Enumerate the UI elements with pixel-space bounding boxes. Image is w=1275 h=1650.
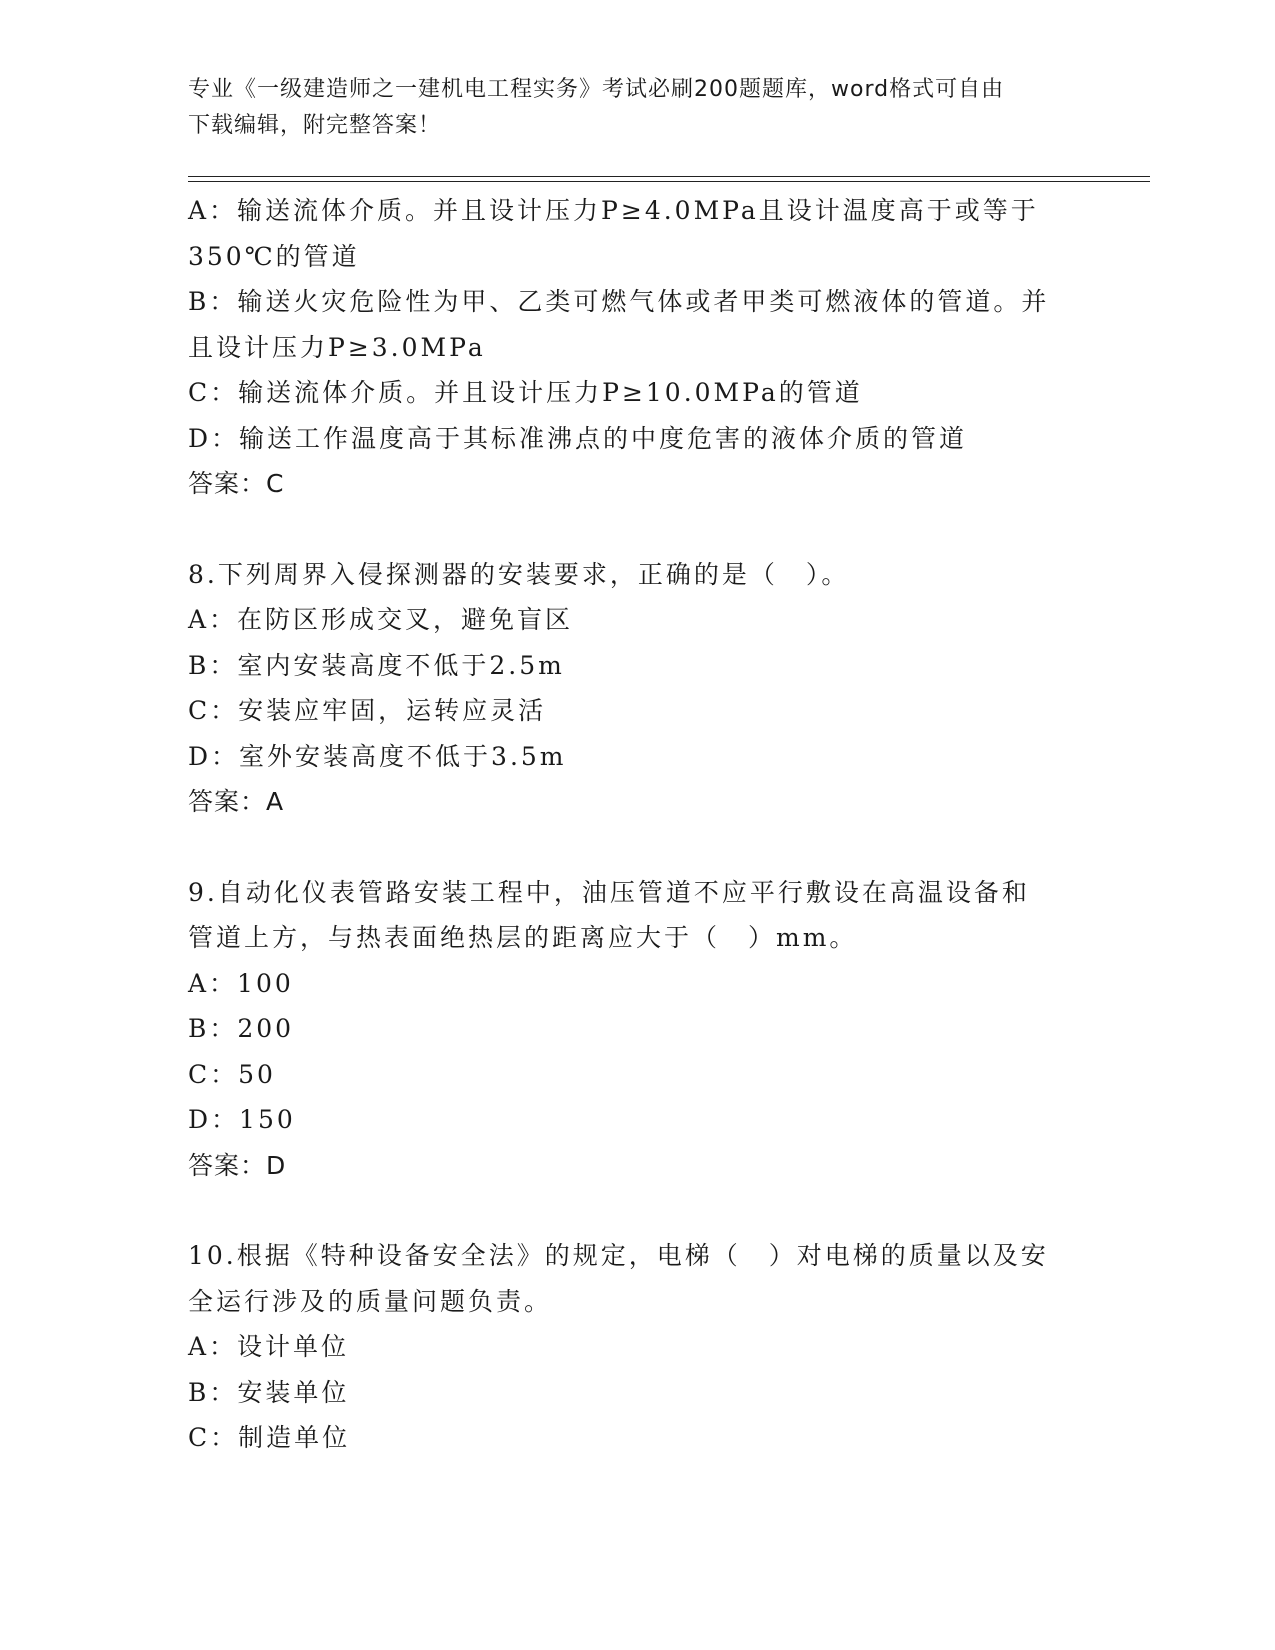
- q7-option-b-line-1: B：输送火灾危险性为甲、乙类可燃气体或者甲类可燃液体的管道。并: [188, 287, 1050, 316]
- q9-option-b: B：200: [188, 1014, 295, 1043]
- q8-option-c: C：安装应牢固，运转应灵活: [188, 696, 547, 725]
- header-line-1: 专业《一级建造师之一建机电工程实务》考试必刷200题题库，word格式可自由: [188, 77, 1005, 102]
- question-7: [188, 188, 1088, 507]
- q9-stem-line-1: 9.自动化仪表管路安装工程中，油压管道不应平行敷设在高温设备和: [188, 877, 1030, 907]
- q7-option-b-line-2: 且设计压力P≥3.0MPa: [188, 332, 486, 362]
- header-divider-top: [188, 176, 1150, 177]
- header-divider-bottom: [188, 181, 1150, 182]
- q9-option-d: D：150: [188, 1105, 296, 1134]
- q10-stem-line-1: 10.根据《特种设备安全法》的规定，电梯（ ）对电梯的质量以及安: [188, 1241, 1049, 1270]
- q8-stem: 8.下列周界入侵探测器的安装要求，正确的是（ ）。: [188, 559, 850, 589]
- question-list: [188, 188, 1088, 1461]
- q7-option-d: D：输送工作温度高于其标准沸点的中度危害的液体介质的管道: [188, 423, 968, 453]
- q9-stem-line-2: 管道上方，与热表面绝热层的距离应大于（ ）mm。: [188, 923, 858, 952]
- q7-option-a-line-2: 350℃的管道: [188, 241, 360, 271]
- q7-option-c: C：输送流体介质。并且设计压力P≥10.0MPa的管道: [188, 378, 863, 407]
- q8-option-d: D：室外安装高度不低于3.5m: [188, 741, 567, 771]
- q10-option-a: A：设计单位: [188, 1332, 350, 1361]
- spacer: [188, 1188, 1088, 1233]
- header-line-2: 下载编辑，附完整答案！: [188, 113, 442, 138]
- q9-option-a: A：100: [188, 968, 294, 998]
- document-header: [188, 72, 1068, 144]
- q9-answer: 答案：D: [188, 1150, 287, 1180]
- q10-option-b: B：安装单位: [188, 1377, 350, 1407]
- spacer: [188, 507, 1088, 552]
- question-8: [188, 552, 1088, 825]
- q7-option-a-line-1: A：输送流体介质。并且设计压力P≥4.0MPa且设计温度高于或等于: [188, 196, 1039, 225]
- q8-answer: 答案：A: [188, 787, 285, 816]
- spacer: [188, 825, 1088, 870]
- q7-answer: 答案：C: [188, 469, 285, 498]
- question-10: [188, 1233, 1088, 1461]
- q10-stem-line-2: 全运行涉及的质量问题负责。: [188, 1286, 553, 1316]
- q8-option-a: A：在防区形成交叉，避免盲区: [188, 605, 574, 634]
- q10-option-c: C：制造单位: [188, 1423, 351, 1452]
- q9-option-c: C：50: [188, 1059, 276, 1089]
- question-9: [188, 870, 1088, 1189]
- q8-option-b: B：室内安装高度不低于2.5m: [188, 650, 565, 680]
